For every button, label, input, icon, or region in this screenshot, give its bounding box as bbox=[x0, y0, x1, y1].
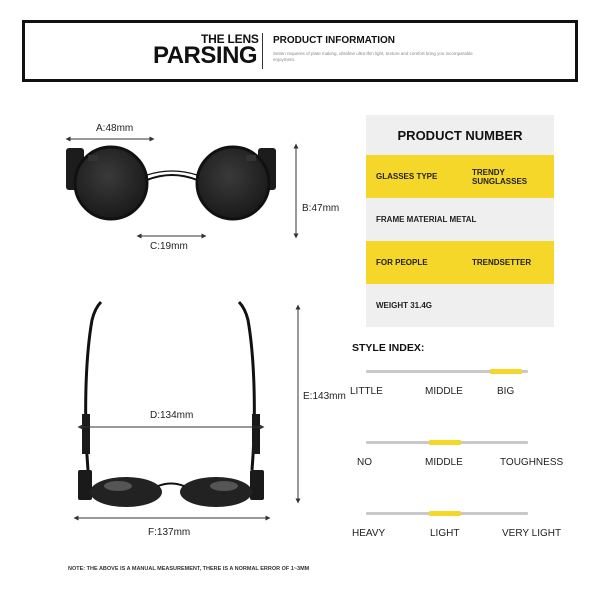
size-scale-marker bbox=[490, 369, 522, 374]
for-people-label: FOR PEOPLE bbox=[376, 258, 428, 267]
size-scale-label-low: LITTLE bbox=[350, 386, 383, 397]
frame-material-text: FRAME MATERIAL METAL bbox=[376, 215, 477, 224]
weight-text: WEIGHT 31.4G bbox=[376, 301, 433, 310]
size-scale-label-mid: MIDDLE bbox=[425, 386, 463, 397]
for-people-value: TRENDSETTER bbox=[472, 258, 532, 267]
glasses-type-row bbox=[366, 155, 554, 198]
toughness-scale-label-mid: MIDDLE bbox=[425, 457, 463, 468]
product-information-description: Seiten requeres of plate making, ultrafine ultra-thin light, texture and comfort bring you incomparable enjoyment. bbox=[273, 51, 473, 62]
frame-material-row bbox=[366, 198, 554, 241]
glasses-type-value: TRENDY SUNGLASSES bbox=[472, 167, 528, 186]
product-information-title: PRODUCT INFORMATION bbox=[273, 35, 396, 46]
product-number-title: PRODUCT NUMBER bbox=[366, 115, 554, 155]
dimension-f-label: F:137mm bbox=[148, 527, 191, 538]
top-view-glasses bbox=[78, 302, 264, 507]
weight-scale-marker bbox=[429, 511, 461, 516]
toughness-scale-label-low: NO bbox=[357, 457, 372, 468]
size-scale-label-high: BIG bbox=[497, 386, 515, 397]
weight-scale-label-high: VERY LIGHT bbox=[502, 528, 562, 539]
dimension-d-label: D:134mm bbox=[150, 410, 194, 421]
toughness-scale-label-high: TOUGHNESS bbox=[500, 457, 564, 468]
dimension-b-label: B:47mm bbox=[302, 203, 340, 214]
front-view-glasses bbox=[66, 147, 276, 219]
weight-scale-label-mid: LIGHT bbox=[430, 528, 460, 539]
dimension-c-label: C:19mm bbox=[150, 241, 188, 252]
brand-title: PARSING bbox=[153, 42, 258, 69]
style-index-title: STYLE INDEX: bbox=[352, 342, 425, 354]
dimension-e-label: E:143mm bbox=[303, 391, 346, 402]
for-people-row bbox=[366, 241, 554, 284]
measurement-note: NOTE: THE ABOVE IS A MANUAL MEASUREMENT, THERE IS A NORMAL ERROR OF 1~3MM bbox=[68, 566, 310, 572]
brand-subtitle: THE LENS bbox=[201, 32, 259, 46]
weight-scale-label-low: HEAVY bbox=[352, 528, 386, 539]
glasses-type-label: GLASSES TYPE bbox=[376, 172, 438, 181]
product-table bbox=[366, 115, 554, 327]
weight-row bbox=[366, 284, 554, 327]
toughness-scale-marker bbox=[429, 440, 461, 445]
dimension-a-label: A:48mm bbox=[96, 123, 134, 134]
